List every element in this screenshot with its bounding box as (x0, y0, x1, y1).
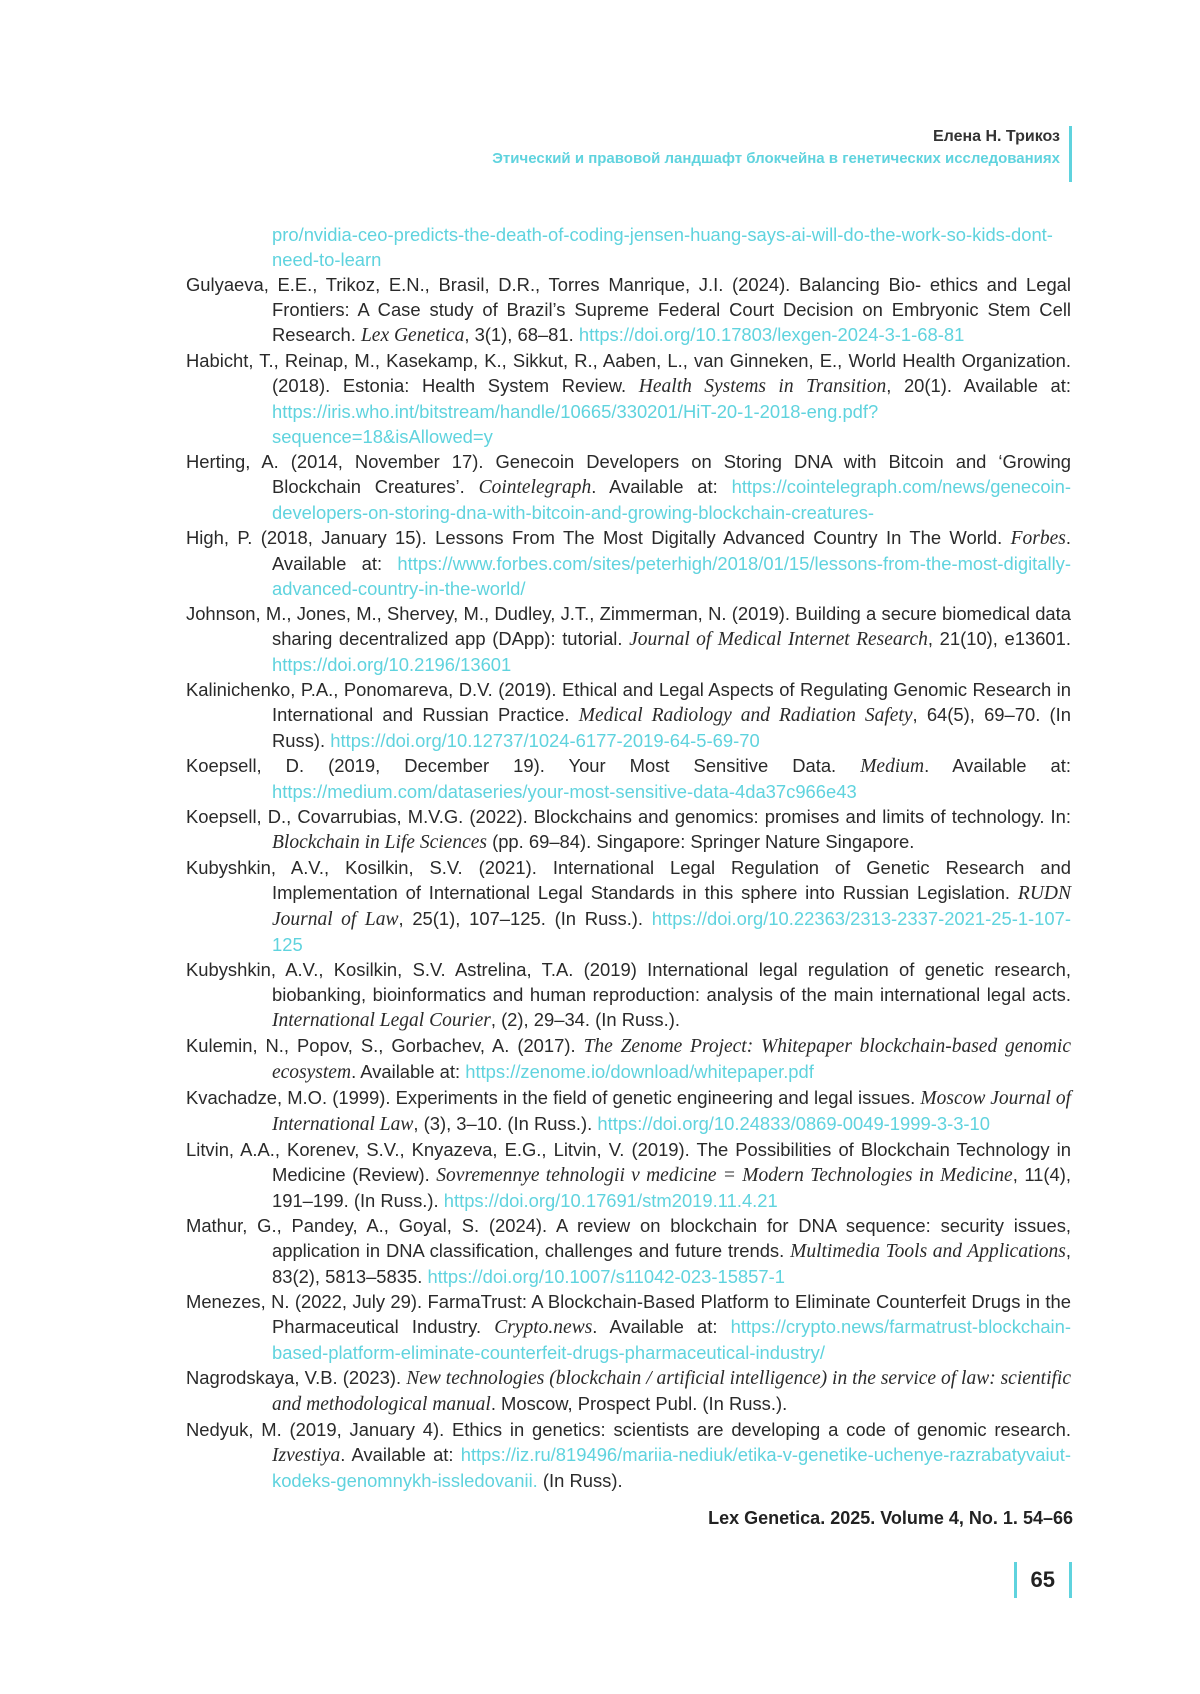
reference-link[interactable]: https://doi.org/10.24833/0869-0049-1999-3-3-10 (597, 1113, 990, 1134)
reference-entry: Litvin, A.A., Korenev, S.V., Knyazeva, E.G., Litvin, V. (2019). The Possibilities of Blockchain Technology in Medicine (Review). Sovremennye tehnologii v medicine = Modern Technologies in Medicine, 11(4), 191–199. (In Russ.). https://doi.org/10.17691/stm2019.11.4.21 (186, 1139, 1071, 1211)
running-head-author: Елена Н. Трикоз (932, 128, 1060, 145)
reference-entry: Herting, A. (2014, November 17). Genecoin Developers on Storing DNA with Bitcoin and ‘Growing Blockchain Creatures’. Cointelegraph. Available at: https://cointelegraph.com/news/genecoin-developers-on-storing-dna-with-bitcoin-and-growing-blockchain-creatures- (186, 451, 1071, 523)
reference-link[interactable]: https://www.forbes.com/sites/peterhigh/2018/01/15/lessons-from-the-most-digitally-advanced-country-in-the-world/ (272, 553, 1071, 599)
running-head (492, 126, 1060, 170)
reference-entry: Koepsell, D. (2019, December 19). Your Most Sensitive Data. Medium. Available at: https://medium.com/dataseries/your-most-sensitive-data-4da37c966e43 (186, 755, 1071, 802)
reference-link[interactable]: https://zenome.io/download/whitepaper.pdf (465, 1061, 814, 1082)
reference-link[interactable]: https://doi.org/10.2196/13601 (272, 654, 512, 675)
journal-citation: Lex Genetica. 2025. Volume 4, No. 1. 54–66 (708, 1508, 1073, 1528)
reference-list (186, 222, 1071, 1493)
page-number: 65 (1030, 1567, 1055, 1592)
reference-entry: Gulyaeva, E.E., Trikoz, E.N., Brasil, D.R., Torres Manrique, J.I. (2024). Balancing Bio- ethics and Legal Frontiers: A Case study of Brazil’s Supreme Federal Court Decision on Embryonic Stem Cell Research. Lex Genetica, 3(1), 68–81. https://doi.org/10.17803/lexgen-2024-3-1-68-81 (186, 274, 1071, 346)
reference-link[interactable]: https://doi.org/10.12737/1024-6177-2019-64-5-69-70 (330, 730, 760, 751)
reference-entry-continued (186, 222, 1071, 272)
reference-entry: Kalinichenko, P.A., Ponomareva, D.V. (2019). Ethical and Legal Aspects of Regulating Genomic Research in International and Russian Practice. Medical Radiology and Radiation Safety, 64(5), 69–70. (In Russ). https://doi.org/10.12737/1024-6177-2019-64-5-69-70 (186, 679, 1071, 751)
reference-entry: Mathur, G., Pandey, A., Goyal, S. (2024). A review on blockchain for DNA sequence: security issues, application in DNA classification, challenges and future trends. Multimedia Tools and Applications, 83(2), 5813–5835. https://doi.org/10.1007/s11042-023-15857-1 (186, 1215, 1072, 1287)
reference-link[interactable]: https://iz.ru/819496/mariia-nediuk/etika-v-genetike-uchenye-razrabatyvaiut-kodeks-genomnykh-issledovanii. (272, 1444, 1071, 1491)
reference-entry: Menezes, N. (2022, July 29). FarmaTrust: A Blockchain-Based Platform to Eliminate Counterfeit Drugs in the Pharmaceutical Industry. Crypto.news. Available at: https://crypto.news/farmatrust-blockchain-based-platform-eliminate-counterfeit-drugs-pharmaceutical-industry/ (186, 1291, 1071, 1363)
reference-link[interactable]: https://doi.org/10.1007/s11042-023-15857-1 (427, 1266, 785, 1287)
reference-link[interactable]: https://iris.who.int/bitstream/handle/10665/330201/HiT-20-1-2018-eng.pdf?sequence=18&isAllowed=y (272, 401, 879, 447)
reference-entry: Kulemin, N., Popov, S., Gorbachev, A. (2017). The Zenome Project: Whitepaper blockchain-based genomic ecosystem. Available at: https://zenome.io/download/whitepaper.pdf (186, 1035, 1071, 1083)
reference-link[interactable]: https://doi.org/10.17691/stm2019.11.4.21 (443, 1190, 778, 1211)
reference-entry: Kvachadze, M.O. (1999). Experiments in the field of genetic engineering and legal issues. Moscow Journal of International Law, (3), 3–10. (In Russ.). https://doi.org/10.24833/0869-0049-1999-3-3-10 (186, 1087, 1071, 1135)
reference-entry: Koepsell, D., Covarrubias, M.V.G. (2022). Blockchains and genomics: promises and limits of technology. In: Blockchain in Life Sciences (pp. 69–84). Singapore: Springer Nature Singapore. (186, 806, 1071, 853)
reference-entry: High, P. (2018, January 15). Lessons From The Most Digitally Advanced Country In The World. Forbes. Available at: https://www.forbes.com/sites/peterhigh/2018/01/15/lessons-from-the-most-digitally-advanced-country-in-the-world/ (186, 527, 1071, 599)
running-head-title: Этический и правовой ландшафт блокчейна в генетических исследованиях (492, 150, 1060, 167)
reference-entry: Habicht, T., Reinap, M., Kasekamp, K., Sikkut, R., Aaben, L., van Ginneken, E., World Health Organization. (2018). Estonia: Health System Review. Health Systems in Transition, 20(1). Available at: https://iris.who.int/bitstream/handle/10665/330201/HiT-20-1-2018-eng.pdf?sequence=18&isAllowed=y (186, 350, 1072, 447)
reference-entry: Kubyshkin, A.V., Kosilkin, S.V. Astrelina, T.A. (2019) International legal regulation of genetic research, biobanking, bioinformatics and human reproduction: analysis of the main international legal acts. International Legal Courier, (2), 29–34. (In Russ.). (186, 959, 1071, 1031)
reference-link[interactable]: pro/nvidia-ceo-predicts-the-death-of-coding-jensen-huang-says-ai-will-do-the-work-so-kids-dont-need-to-learn (272, 224, 1053, 270)
running-head-accent-bar (1069, 126, 1072, 182)
reference-link[interactable]: https://medium.com/dataseries/your-most-sensitive-data-4da37c966e43 (272, 781, 857, 802)
reference-link[interactable]: https://cointelegraph.com/news/genecoin-developers-on-storing-dna-with-bitcoin-and-growing-blockchain-creatures- (272, 476, 1071, 523)
reference-link[interactable]: https://doi.org/10.17803/lexgen-2024-3-1-68-81 (578, 324, 965, 345)
reference-entry: Johnson, M., Jones, M., Shervey, M., Dudley, J.T., Zimmerman, N. (2019). Building a secure biomedical data sharing decentralized app (DApp): tutorial. Journal of Medical Internet Research, 21(10), e13601. https://doi.org/10.2196/13601 (186, 603, 1072, 675)
page-number-right-bar (1069, 1562, 1072, 1598)
reference-entry: Nagrodskaya, V.B. (2023). New technologies (blockchain / artificial intelligence) in the service of law: scientific and methodological manual. Moscow, Prospect Publ. (In Russ.). (186, 1367, 1071, 1415)
reference-entry: Kubyshkin, A.V., Kosilkin, S.V. (2021). International Legal Regulation of Genetic Research and Implementation of International Legal Standards in this sphere into Russian Legislation. RUDN Journal of Law, 25(1), 107–125. (In Russ.). https://doi.org/10.22363/2313-2337-2021-25-1-107-125 (186, 857, 1071, 955)
reference-entry: Nedyuk, M. (2019, January 4). Ethics in genetics: scientists are developing a code of genomic research. Izvestiya. Available at: https://iz.ru/819496/mariia-nediuk/etika-v-genetike-uchenye-razrabatyvaiut-kodeks-genomnykh-issledovanii. (In Russ). (186, 1419, 1071, 1491)
page-number-box (1014, 1562, 1072, 1598)
reference-link[interactable]: https://doi.org/10.22363/2313-2337-2021-25-1-107-125 (272, 908, 1071, 955)
reference-link[interactable]: https://crypto.news/farmatrust-blockchain-based-platform-eliminate-counterfeit-drugs-pharmaceutical-industry/ (272, 1316, 1071, 1363)
